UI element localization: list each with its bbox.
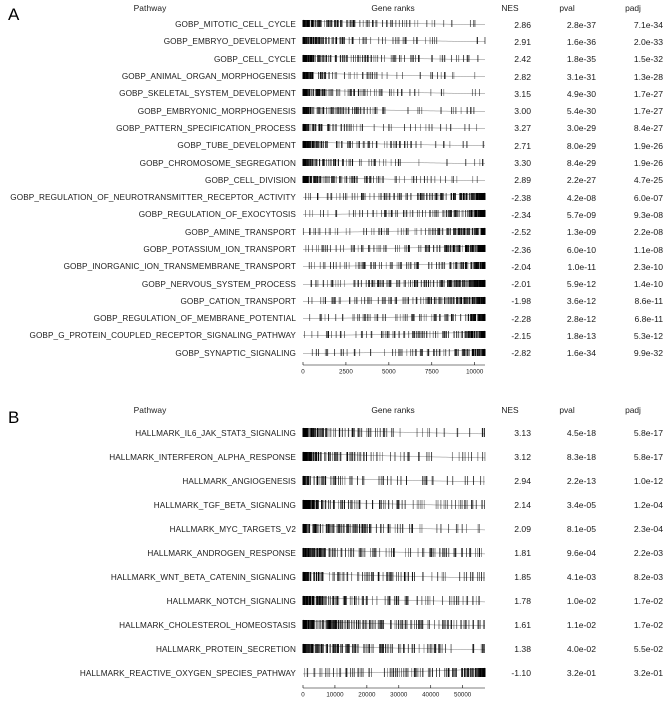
pval-value: 3.4e-05 bbox=[566, 500, 596, 510]
column-header-pval: pval bbox=[559, 405, 575, 415]
table-row bbox=[0, 85, 669, 102]
gene-ranks-plot bbox=[300, 595, 486, 608]
column-header-padj: padj bbox=[625, 405, 641, 415]
gene-ranks-plot bbox=[300, 71, 486, 82]
nes-value: -2.15 bbox=[511, 330, 531, 341]
column-header-pathway: Pathway bbox=[133, 3, 167, 13]
pathway-name: GOBP_EMBRYONIC_MORPHOGENESIS bbox=[137, 106, 296, 116]
panel-a-letter: A bbox=[8, 5, 20, 24]
pathway-name: HALLMARK_CHOLESTEROL_HOMEOSTASIS bbox=[119, 620, 296, 630]
gene-ranks-plot bbox=[300, 158, 486, 169]
pathway-name: GOBP_SYNAPTIC_SIGNALING bbox=[175, 348, 296, 358]
pathway-name: HALLMARK_TGF_BETA_SIGNALING bbox=[153, 500, 296, 510]
column-header-gene-ranks: Gene ranks bbox=[371, 3, 415, 13]
pathway-name: GOBP_TUBE_DEVELOPMENT bbox=[177, 141, 296, 151]
panel-a-axis-row bbox=[0, 362, 669, 380]
gene-ranks-plot bbox=[300, 140, 486, 151]
panel-b-axis-spacer bbox=[0, 685, 300, 703]
pathway-name: GOBP_REGULATION_OF_EXOCYTOSIS bbox=[138, 210, 296, 220]
gene-ranks-plot bbox=[300, 192, 486, 203]
gene-ranks-plot bbox=[300, 261, 486, 272]
gene-ranks-plot bbox=[300, 643, 486, 656]
column-header-pathway: Pathway bbox=[133, 405, 167, 415]
nes-value: 3.00 bbox=[514, 106, 531, 117]
pathway-name: GOBP_NERVOUS_SYSTEM_PROCESS bbox=[141, 279, 296, 289]
gene-rank-tick-strip bbox=[300, 227, 486, 238]
gene-rank-tick-strip bbox=[300, 475, 486, 488]
pathway-name: HALLMARK_REACTIVE_OXYGEN_SPECIES_PATHWAY bbox=[79, 668, 296, 678]
gene-ranks-plot bbox=[300, 279, 486, 290]
gene-ranks-plot bbox=[300, 36, 486, 47]
pval-value: 2.8e-12 bbox=[566, 313, 596, 324]
gene-ranks-plot bbox=[300, 348, 486, 359]
pathway-name: HALLMARK_INTERFERON_ALPHA_RESPONSE bbox=[109, 452, 296, 462]
pval-value: 4.2e-08 bbox=[566, 192, 596, 203]
svg-text:5000: 5000 bbox=[381, 368, 396, 376]
nes-value: -1.98 bbox=[511, 296, 531, 307]
table-row bbox=[0, 16, 669, 33]
pathway-name: GOBP_PATTERN_SPECIFICATION_PROCESS bbox=[116, 123, 296, 133]
pval-value: 9.6e-04 bbox=[566, 548, 596, 558]
table-row bbox=[0, 275, 669, 292]
table-row bbox=[0, 310, 669, 327]
svg-text:7500: 7500 bbox=[424, 368, 439, 376]
svg-text:0: 0 bbox=[301, 368, 305, 376]
pval-value: 5.4e-30 bbox=[566, 106, 596, 117]
table-row bbox=[0, 154, 669, 171]
pathway-name: HALLMARK_MYC_TARGETS_V2 bbox=[169, 524, 296, 534]
gene-rank-tick-strip bbox=[300, 88, 486, 99]
pval-value: 4.5e-18 bbox=[566, 428, 596, 438]
pval-value: 6.0e-10 bbox=[566, 244, 596, 255]
nes-value: 3.15 bbox=[514, 88, 531, 99]
table-row bbox=[0, 445, 669, 469]
gene-ranks-plot bbox=[300, 330, 486, 341]
table-row bbox=[0, 189, 669, 206]
pval-value: 8.1e-05 bbox=[566, 524, 596, 534]
nes-value: -2.04 bbox=[511, 261, 531, 272]
gene-ranks-plot bbox=[300, 88, 486, 99]
nes-value: 2.89 bbox=[514, 175, 531, 186]
panel-a-axis-spacer bbox=[0, 362, 300, 380]
padj-value: 4.7e-25 bbox=[633, 175, 663, 186]
padj-value: 5.8e-17 bbox=[633, 428, 663, 438]
gene-rank-tick-strip bbox=[300, 547, 486, 560]
nes-value: 1.61 bbox=[514, 620, 531, 630]
gene-rank-tick-strip bbox=[300, 296, 486, 307]
panel-b-header-row bbox=[0, 399, 669, 421]
gene-ranks-plot bbox=[300, 175, 486, 186]
padj-value: 1.4e-10 bbox=[633, 279, 663, 290]
nes-value: 2.82 bbox=[514, 71, 531, 82]
pathway-name: GOBP_SKELETAL_SYSTEM_DEVELOPMENT bbox=[119, 89, 296, 99]
pathway-name: GOBP_G_PROTEIN_COUPLED_RECEPTOR_SIGNALING_PATHWAY bbox=[29, 331, 296, 341]
gene-ranks-plot bbox=[300, 523, 486, 536]
gene-rank-tick-strip bbox=[300, 571, 486, 584]
padj-value: 6.0e-07 bbox=[633, 192, 663, 203]
panel-a-row-group bbox=[0, 16, 669, 362]
padj-value: 1.9e-26 bbox=[633, 140, 663, 151]
pathway-name: HALLMARK_NOTCH_SIGNALING bbox=[166, 596, 296, 606]
padj-value: 8.4e-27 bbox=[633, 123, 663, 134]
gene-rank-tick-strip bbox=[300, 667, 486, 680]
gene-rank-tick-strip bbox=[300, 279, 486, 290]
pathway-name: GOBP_AMINE_TRANSPORT bbox=[184, 227, 296, 237]
nes-value: 3.13 bbox=[514, 428, 531, 438]
table-row bbox=[0, 541, 669, 565]
table-row bbox=[0, 241, 669, 258]
padj-value: 1.7e-27 bbox=[633, 88, 663, 99]
padj-value: 1.7e-27 bbox=[633, 106, 663, 117]
padj-value: 1.5e-32 bbox=[633, 54, 663, 65]
pathway-name: GOBP_MITOTIC_CELL_CYCLE bbox=[175, 20, 296, 30]
pval-value: 2.8e-37 bbox=[566, 19, 596, 30]
gene-ranks-plot bbox=[300, 313, 486, 324]
table-row bbox=[0, 565, 669, 589]
gene-rank-tick-strip bbox=[300, 348, 486, 359]
pathway-name: HALLMARK_ANDROGEN_RESPONSE bbox=[147, 548, 296, 558]
pval-value: 8.4e-29 bbox=[566, 158, 596, 169]
nes-value: 2.14 bbox=[514, 500, 531, 510]
padj-value: 3.2e-01 bbox=[633, 668, 663, 678]
table-row bbox=[0, 327, 669, 344]
gene-ranks-plot bbox=[300, 451, 486, 464]
gene-rank-tick-strip bbox=[300, 244, 486, 255]
table-row bbox=[0, 421, 669, 445]
nes-value: -2.82 bbox=[511, 348, 531, 359]
panel-a-header-row bbox=[0, 0, 669, 16]
pval-value: 4.0e-02 bbox=[566, 644, 596, 654]
pval-value: 3.6e-12 bbox=[566, 296, 596, 307]
padj-value: 2.0e-33 bbox=[633, 36, 663, 47]
gene-ranks-plot bbox=[300, 499, 486, 512]
nes-value: 1.78 bbox=[514, 596, 531, 606]
pathway-name: GOBP_REGULATION_OF_NEUROTRANSMITTER_RECEPTOR_ACTIVITY bbox=[10, 193, 296, 203]
pval-value: 1.0e-02 bbox=[566, 596, 596, 606]
padj-value: 2.3e-04 bbox=[633, 524, 663, 534]
column-header-padj: padj bbox=[625, 3, 641, 13]
gene-rank-tick-strip bbox=[300, 451, 486, 464]
gene-ranks-plot bbox=[300, 296, 486, 307]
column-header-nes: NES bbox=[501, 3, 519, 13]
gene-ranks-plot bbox=[300, 227, 486, 238]
gene-rank-tick-strip bbox=[300, 106, 486, 117]
nes-value: 2.71 bbox=[514, 140, 531, 151]
panel-b-letter: B bbox=[8, 408, 20, 427]
padj-value: 1.9e-26 bbox=[633, 158, 663, 169]
pval-value: 1.8e-13 bbox=[566, 330, 596, 341]
gene-ranks-plot bbox=[300, 19, 486, 30]
pval-value: 8.3e-18 bbox=[566, 452, 596, 462]
gene-ranks-plot bbox=[300, 123, 486, 134]
padj-value: 1.7e-02 bbox=[633, 620, 663, 630]
nes-value: -2.52 bbox=[511, 227, 531, 238]
column-header-nes: NES bbox=[501, 405, 519, 415]
gene-ranks-plot bbox=[300, 106, 486, 117]
column-header-pval: pval bbox=[559, 3, 575, 13]
gene-rank-tick-strip bbox=[300, 313, 486, 324]
gene-rank-tick-strip bbox=[300, 261, 486, 272]
pval-value: 1.0e-11 bbox=[567, 261, 596, 272]
nes-value: -1.10 bbox=[511, 668, 531, 678]
pathway-name: HALLMARK_PROTEIN_SECRETION bbox=[155, 644, 296, 654]
padj-value: 8.6e-11 bbox=[634, 296, 663, 307]
padj-value: 2.2e-03 bbox=[633, 548, 663, 558]
gene-ranks-plot bbox=[300, 571, 486, 584]
pval-value: 2.2e-13 bbox=[566, 476, 596, 486]
gene-rank-tick-strip bbox=[300, 123, 486, 134]
nes-value: 2.91 bbox=[514, 36, 531, 47]
nes-value: 1.85 bbox=[514, 572, 531, 582]
pathway-name: GOBP_REGULATION_OF_MEMBRANE_POTENTIAL bbox=[93, 314, 296, 324]
table-row bbox=[0, 661, 669, 685]
pathway-name: GOBP_ANIMAL_ORGAN_MORPHOGENESIS bbox=[121, 72, 296, 82]
pval-value: 3.1e-31 bbox=[566, 71, 596, 82]
gene-rank-tick-strip bbox=[300, 595, 486, 608]
gene-rank-tick-strip bbox=[300, 192, 486, 203]
padj-value: 2.2e-08 bbox=[633, 227, 663, 238]
panel-b-x-axis bbox=[300, 685, 486, 703]
pathway-name: GOBP_CHROMOSOME_SEGREGATION bbox=[139, 158, 296, 168]
gene-rank-tick-strip bbox=[300, 19, 486, 30]
pval-value: 1.1e-02 bbox=[566, 620, 596, 630]
pathway-name: GOBP_CELL_DIVISION bbox=[205, 175, 296, 185]
table-row bbox=[0, 224, 669, 241]
panel-b-row-group bbox=[0, 421, 669, 685]
nes-value: 1.81 bbox=[514, 548, 531, 558]
table-row bbox=[0, 102, 669, 119]
svg-text:10000: 10000 bbox=[466, 368, 484, 376]
gene-rank-tick-strip bbox=[300, 330, 486, 341]
nes-value: -2.38 bbox=[511, 192, 531, 203]
table-row bbox=[0, 258, 669, 275]
nes-value: 2.94 bbox=[514, 476, 531, 486]
panel-a-x-axis bbox=[300, 362, 486, 380]
padj-value: 1.0e-12 bbox=[633, 476, 663, 486]
gene-ranks-plot bbox=[300, 427, 486, 440]
nes-value: 3.30 bbox=[514, 158, 531, 169]
pval-value: 4.9e-30 bbox=[566, 88, 596, 99]
padj-value: 5.5e-02 bbox=[633, 644, 663, 654]
padj-value: 6.8e-11 bbox=[634, 313, 663, 324]
gene-rank-tick-strip bbox=[300, 619, 486, 632]
column-header-gene-ranks: Gene ranks bbox=[371, 405, 415, 415]
padj-value: 1.3e-28 bbox=[633, 71, 663, 82]
pval-value: 1.6e-36 bbox=[566, 36, 596, 47]
pathway-name: GOBP_INORGANIC_ION_TRANSMEMBRANE_TRANSPORT bbox=[63, 262, 296, 272]
table-row bbox=[0, 345, 669, 362]
nes-value: 2.09 bbox=[514, 524, 531, 534]
panel-b bbox=[0, 399, 669, 703]
nes-value: -2.36 bbox=[511, 244, 531, 255]
table-row bbox=[0, 51, 669, 68]
padj-value: 1.7e-02 bbox=[633, 596, 663, 606]
gene-rank-tick-strip bbox=[300, 158, 486, 169]
svg-text:2500: 2500 bbox=[339, 368, 353, 376]
pval-value: 1.8e-35 bbox=[566, 54, 596, 65]
table-row bbox=[0, 33, 669, 50]
pval-value: 5.9e-12 bbox=[566, 279, 596, 290]
panel-b-axis-row bbox=[0, 685, 669, 703]
table-row bbox=[0, 68, 669, 85]
gene-rank-tick-strip bbox=[300, 499, 486, 512]
gene-ranks-plot bbox=[300, 209, 486, 220]
gene-ranks-plot bbox=[300, 667, 486, 680]
gene-ranks-plot bbox=[300, 475, 486, 488]
padj-value: 9.9e-32 bbox=[633, 348, 663, 359]
pathway-name: HALLMARK_IL6_JAK_STAT3_SIGNALING bbox=[135, 428, 296, 438]
gene-rank-tick-strip bbox=[300, 643, 486, 656]
table-row bbox=[0, 172, 669, 189]
table-row bbox=[0, 613, 669, 637]
nes-value: 3.27 bbox=[514, 123, 531, 134]
pathway-name: GOBP_EMBRYO_DEVELOPMENT bbox=[163, 37, 296, 47]
gene-rank-tick-strip bbox=[300, 209, 486, 220]
padj-value: 5.3e-12 bbox=[633, 330, 663, 341]
gene-rank-tick-strip bbox=[300, 71, 486, 82]
pathway-name: HALLMARK_ANGIOGENESIS bbox=[182, 476, 296, 486]
panel-b-table bbox=[0, 399, 669, 703]
padj-value: 8.2e-03 bbox=[633, 572, 663, 582]
table-row bbox=[0, 589, 669, 613]
pval-value: 2.2e-27 bbox=[566, 175, 596, 186]
pathway-name: GOBP_POTASSIUM_ION_TRANSPORT bbox=[143, 245, 296, 254]
gene-ranks-plot bbox=[300, 619, 486, 632]
gene-rank-tick-strip bbox=[300, 427, 486, 440]
table-row bbox=[0, 137, 669, 154]
gene-rank-tick-strip bbox=[300, 140, 486, 151]
nes-value: 1.38 bbox=[514, 644, 531, 654]
gene-ranks-plot bbox=[300, 547, 486, 560]
nes-value: -2.34 bbox=[511, 209, 531, 220]
pval-value: 5.7e-09 bbox=[566, 209, 596, 220]
gene-rank-tick-strip bbox=[300, 36, 486, 47]
nes-value: 3.12 bbox=[514, 452, 531, 462]
table-row bbox=[0, 517, 669, 541]
nes-value: 2.86 bbox=[514, 19, 531, 30]
padj-value: 1.2e-04 bbox=[633, 500, 663, 510]
table-row bbox=[0, 206, 669, 223]
pathway-name: HALLMARK_WNT_BETA_CATENIN_SIGNALING bbox=[110, 572, 296, 582]
table-row bbox=[0, 120, 669, 137]
pval-value: 8.0e-29 bbox=[566, 140, 596, 151]
padj-value: 5.8e-17 bbox=[633, 452, 663, 462]
gene-rank-tick-strip bbox=[300, 175, 486, 186]
pval-value: 4.1e-03 bbox=[566, 572, 596, 582]
pval-value: 1.6e-34 bbox=[566, 348, 596, 359]
pathway-name: GOBP_CATION_TRANSPORT bbox=[180, 296, 296, 306]
nes-value: 2.42 bbox=[514, 54, 531, 65]
gene-ranks-plot bbox=[300, 54, 486, 65]
pval-value: 3.0e-29 bbox=[566, 123, 596, 134]
pval-value: 1.3e-09 bbox=[566, 227, 596, 238]
gene-ranks-plot bbox=[300, 244, 486, 255]
nes-value: -2.01 bbox=[511, 279, 531, 290]
pval-value: 3.2e-01 bbox=[566, 668, 596, 678]
padj-value: 1.1e-08 bbox=[633, 244, 663, 255]
padj-value: 7.1e-34 bbox=[633, 19, 663, 30]
nes-value: -2.28 bbox=[511, 313, 531, 324]
pathway-name: GOBP_CELL_CYCLE bbox=[213, 54, 296, 64]
table-row bbox=[0, 293, 669, 310]
gene-rank-tick-strip bbox=[300, 54, 486, 65]
table-row bbox=[0, 469, 669, 493]
padj-value: 2.3e-10 bbox=[633, 261, 663, 272]
table-row bbox=[0, 493, 669, 517]
padj-value: 9.3e-08 bbox=[633, 209, 663, 220]
gene-rank-tick-strip bbox=[300, 523, 486, 536]
table-row bbox=[0, 637, 669, 661]
